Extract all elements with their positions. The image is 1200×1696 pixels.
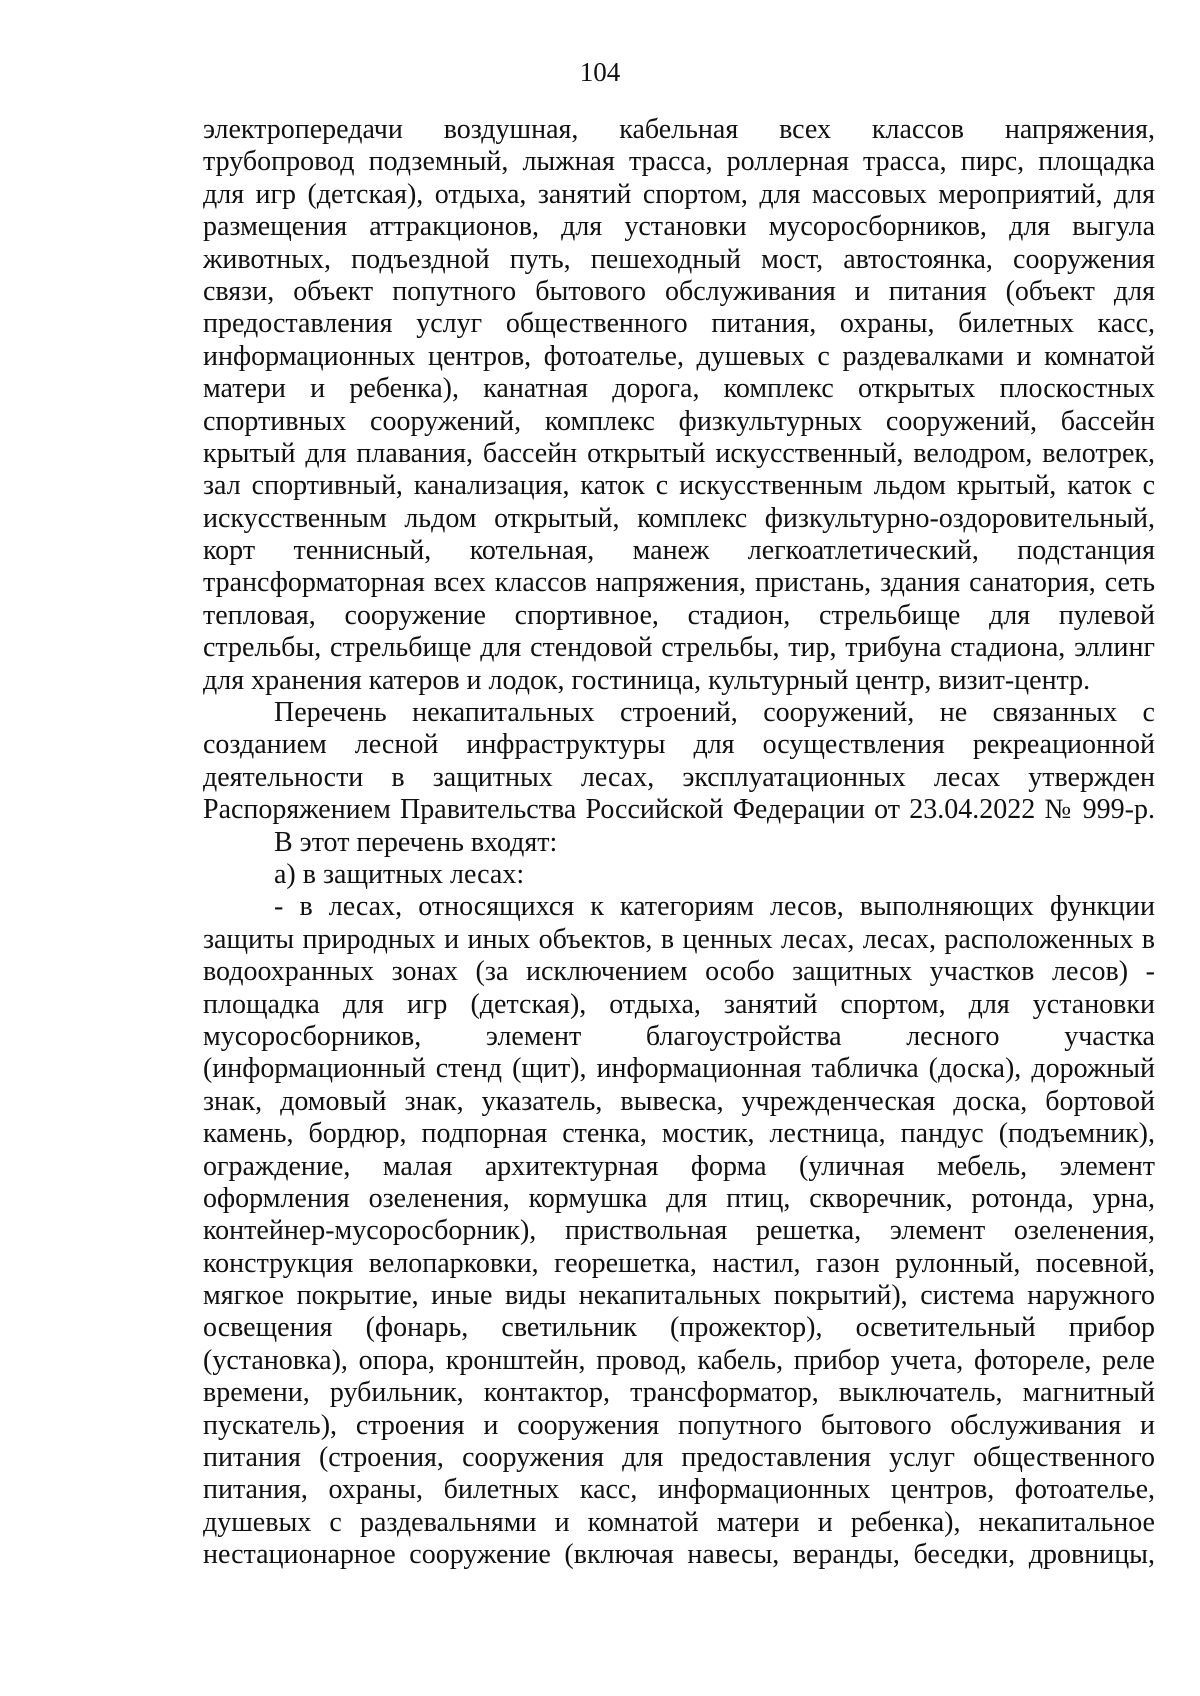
text-line: связи, объект попутного бытового обслуживания и питания (объект для bbox=[203, 275, 1155, 307]
text-line: размещения аттракционов, для установки мусоросборников, для выгула bbox=[203, 211, 1155, 243]
text-line: питания (строения, сооружения для предоставления услуг общественного bbox=[203, 1442, 1155, 1474]
text-line: зал спортивный, канализация, каток с искусственным льдом крытый, каток с bbox=[203, 470, 1155, 502]
page-number: 104 bbox=[579, 57, 621, 87]
text-line: электропередачи воздушная, кабельная всех классов напряжения, bbox=[203, 114, 1155, 145]
text-line: питания, охраны, билетных касс, информационных центров, фотоателье, bbox=[203, 1474, 1155, 1506]
text-line: Распоряжением Правительства Российской Федерации от 23.04.2022 № 999-р. bbox=[203, 794, 1155, 826]
text-line: - в лесах, относящихся к категориям лесов, выполняющих функции bbox=[274, 891, 1155, 923]
text-line: (информационный стенд (щит), информационная табличка (доска), дорожный bbox=[203, 1053, 1155, 1085]
text-line: пускатель), строения и сооружения попутного бытового обслуживания и bbox=[203, 1409, 1155, 1441]
document-body bbox=[203, 114, 1155, 1572]
text-line: водоохранных зонах (за исключением особо защитных участков лесов) - bbox=[203, 956, 1155, 988]
text-line: для хранения катеров и лодок, гостиница, культурный центр, визит-центр. bbox=[203, 664, 1091, 696]
text-line: информационных центров, фотоателье, душевых с раздевалками и комнатой bbox=[203, 340, 1155, 372]
text-line: контейнер-мусоросборник), приствольная решетка, элемент озеленения, bbox=[203, 1215, 1155, 1247]
text-line: для игр (детская), отдыха, занятий спортом, для массовых мероприятий, для bbox=[203, 178, 1155, 210]
text-line: искусственным льдом открытый, комплекс физкультурно-оздоровительный, bbox=[203, 502, 1155, 534]
text-line: крытый для плавания, бассейн открытый искусственный, велодром, велотрек, bbox=[203, 437, 1155, 469]
text-line: деятельности в защитных лесах, эксплуатационных лесах утвержден bbox=[203, 761, 1155, 793]
text-line: знак, домовый знак, указатель, вывеска, учрежденческая доска, бортовой bbox=[203, 1085, 1155, 1117]
text-line: защиты природных и иных объектов, в ценных лесах, лесах, расположенных в bbox=[203, 923, 1155, 955]
text-line: оформления озеленения, кормушка для птиц, скворечник, ротонда, урна, bbox=[203, 1182, 1155, 1214]
text-line: а) в защитных лесах: bbox=[274, 858, 525, 890]
text-line: стрельбы, стрельбище для стендовой стрельбы, тир, трибуна стадиона, эллинг bbox=[203, 632, 1155, 664]
text-line: трубопровод подземный, лыжная трасса, роллерная трасса, пирс, площадка bbox=[203, 146, 1155, 178]
text-line: площадка для игр (детская), отдыха, занятий спортом, для установки bbox=[203, 988, 1155, 1020]
text-line: созданием лесной инфраструктуры для осуществления рекреационной bbox=[203, 729, 1155, 761]
text-line: животных, подъездной путь, пешеходный мост, автостоянка, сооружения bbox=[203, 243, 1155, 275]
text-line: Перечень некапитальных строений, сооружений, не связанных с bbox=[274, 697, 1155, 729]
text-line: предоставления услуг общественного питания, охраны, билетных касс, bbox=[203, 308, 1155, 340]
text-line: мусоросборников, элемент благоустройства лесного участка bbox=[203, 1020, 1155, 1052]
text-line: освещения (фонарь, светильник (прожектор), осветительный прибор bbox=[203, 1312, 1155, 1344]
text-line: спортивных сооружений, комплекс физкультурных сооружений, бассейн bbox=[203, 405, 1155, 437]
text-line: душевых с раздевальнями и комнатой матери и ребенка), некапитальное bbox=[203, 1506, 1155, 1538]
text-line: камень, бордюр, подпорная стенка, мостик, лестница, пандус (подъемник), bbox=[203, 1118, 1155, 1150]
text-line: (установка), опора, кронштейн, провод, кабель, прибор учета, фотореле, реле bbox=[203, 1344, 1155, 1376]
text-line: тепловая, сооружение спортивное, стадион, стрельбище для пулевой bbox=[203, 599, 1155, 631]
text-line: ограждение, малая архитектурная форма (уличная мебель, элемент bbox=[203, 1150, 1155, 1182]
text-line: В этот перечень входят: bbox=[274, 826, 558, 858]
text-line: матери и ребенка), канатная дорога, комплекс открытых плоскостных bbox=[203, 373, 1155, 405]
text-line: конструкция велопарковки, георешетка, настил, газон рулонный, посевной, bbox=[203, 1247, 1155, 1279]
text-line: корт теннисный, котельная, манеж легкоатлетический, подстанция bbox=[203, 535, 1155, 567]
text-line: трансформаторная всех классов напряжения, пристань, здания санатория, сеть bbox=[203, 567, 1155, 599]
text-line: нестационарное сооружение (включая навесы, веранды, беседки, дровницы, bbox=[203, 1539, 1155, 1571]
text-line: мягкое покрытие, иные виды некапитальных покрытий), система наружного bbox=[203, 1280, 1155, 1312]
text-line: времени, рубильник, контактор, трансформатор, выключатель, магнитный bbox=[203, 1377, 1155, 1409]
